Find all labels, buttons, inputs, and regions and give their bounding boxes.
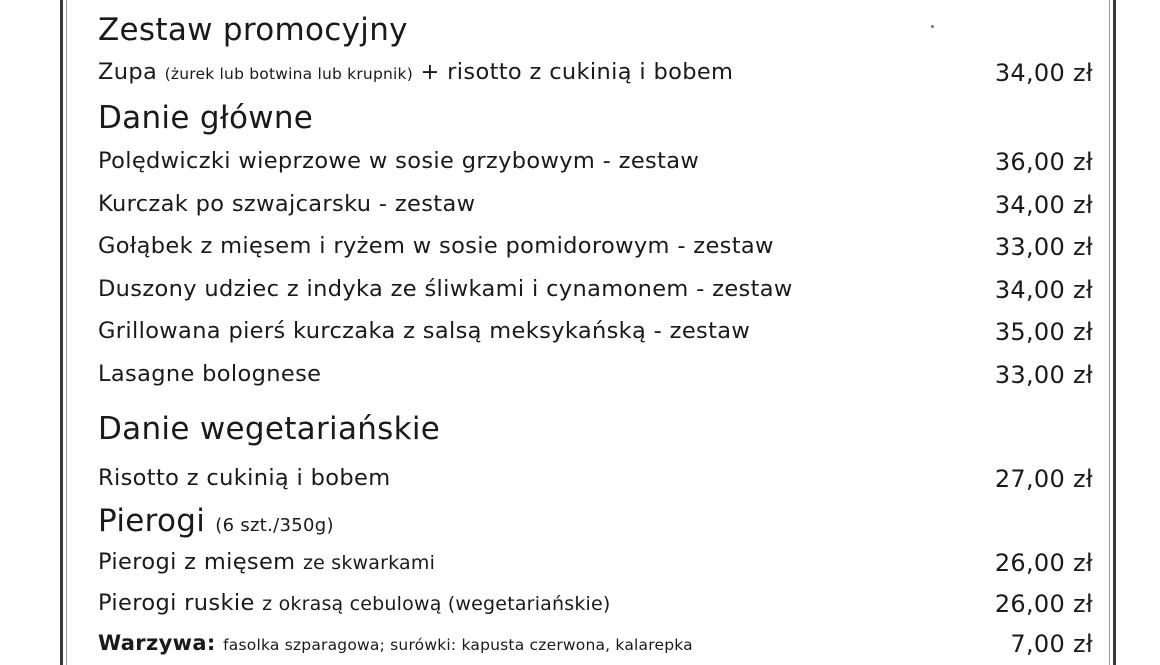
section-title-main: Danie główne — [98, 100, 314, 136]
item-name — [98, 590, 611, 616]
item-price: 33,00 zł — [994, 361, 1093, 389]
print-speck — [931, 25, 934, 28]
item-name-suffix: + risotto z cukinią i bobem — [420, 59, 734, 85]
item-name: Duszony udziec z indyka ze śliwkami i cynamonem - zestaw — [98, 276, 793, 302]
pierogi-portion-note: (6 szt./350g) — [215, 515, 334, 536]
menu-row — [98, 148, 1093, 182]
item-name: Gołąbek z mięsem i ryżem w sosie pomidorowym - zestaw — [98, 233, 774, 259]
menu-frame-left-border — [60, 0, 63, 665]
item-price: 36,00 zł — [994, 148, 1093, 176]
item-price: 27,00 zł — [994, 465, 1093, 493]
item-name-prefix: Zupa — [98, 59, 158, 85]
section-title-vege: Danie wegetariańskie — [98, 411, 441, 447]
section-title-promo: Zestaw promocyjny — [98, 12, 408, 48]
item-price: 26,00 zł — [994, 549, 1093, 577]
item-price: 34,00 zł — [994, 59, 1093, 87]
menu-frame-right-border — [1113, 0, 1116, 665]
item-note: (żurek lub botwina lub krupnik) — [164, 65, 413, 83]
item-name: Polędwiczki wieprzowe w sosie grzybowym - zestaw — [98, 148, 700, 174]
item-price: 34,00 zł — [994, 276, 1093, 304]
menu-frame-right-inner-line — [1109, 0, 1110, 665]
menu-row — [98, 59, 1093, 93]
item-name-main: Pierogi z mięsem — [98, 549, 296, 575]
menu-row — [98, 549, 1093, 583]
vegetables-detail: fasolka szparagowa; surówki: kapusta czerwona, kalarepka — [223, 636, 693, 654]
menu-row-vegetables — [98, 630, 1093, 664]
item-name: Kurczak po szwajcarsku - zestaw — [98, 191, 476, 217]
item-price: 33,00 zł — [994, 233, 1093, 261]
menu-row — [98, 465, 1093, 499]
pierogi-title: Pierogi — [98, 503, 206, 539]
item-name — [98, 59, 733, 85]
item-name-main: Pierogi ruskie — [98, 590, 255, 616]
item-price: 35,00 zł — [994, 318, 1093, 346]
menu-row — [98, 590, 1093, 624]
menu-row — [98, 361, 1093, 395]
menu-row — [98, 276, 1093, 310]
menu-frame-left-inner-line — [66, 0, 67, 665]
item-price: 7,00 zł — [1010, 630, 1093, 658]
item-name: Risotto z cukinią i bobem — [98, 465, 391, 491]
item-detail: ze skwarkami — [302, 552, 436, 574]
item-name: Lasagne bolognese — [98, 361, 322, 387]
item-price: 26,00 zł — [994, 590, 1093, 618]
item-name — [98, 630, 693, 656]
menu-row — [98, 191, 1093, 225]
menu-row — [98, 233, 1093, 267]
section-title-pierogi — [98, 503, 334, 539]
item-name: Grillowana pierś kurczaka z salsą meksykańską - zestaw — [98, 318, 751, 344]
item-price: 34,00 zł — [994, 191, 1093, 219]
vegetables-label: Warzywa: — [98, 631, 216, 655]
menu-row — [98, 318, 1093, 352]
item-detail: z okrasą cebulową (wegetariańskie) — [262, 593, 611, 615]
item-name — [98, 549, 435, 575]
